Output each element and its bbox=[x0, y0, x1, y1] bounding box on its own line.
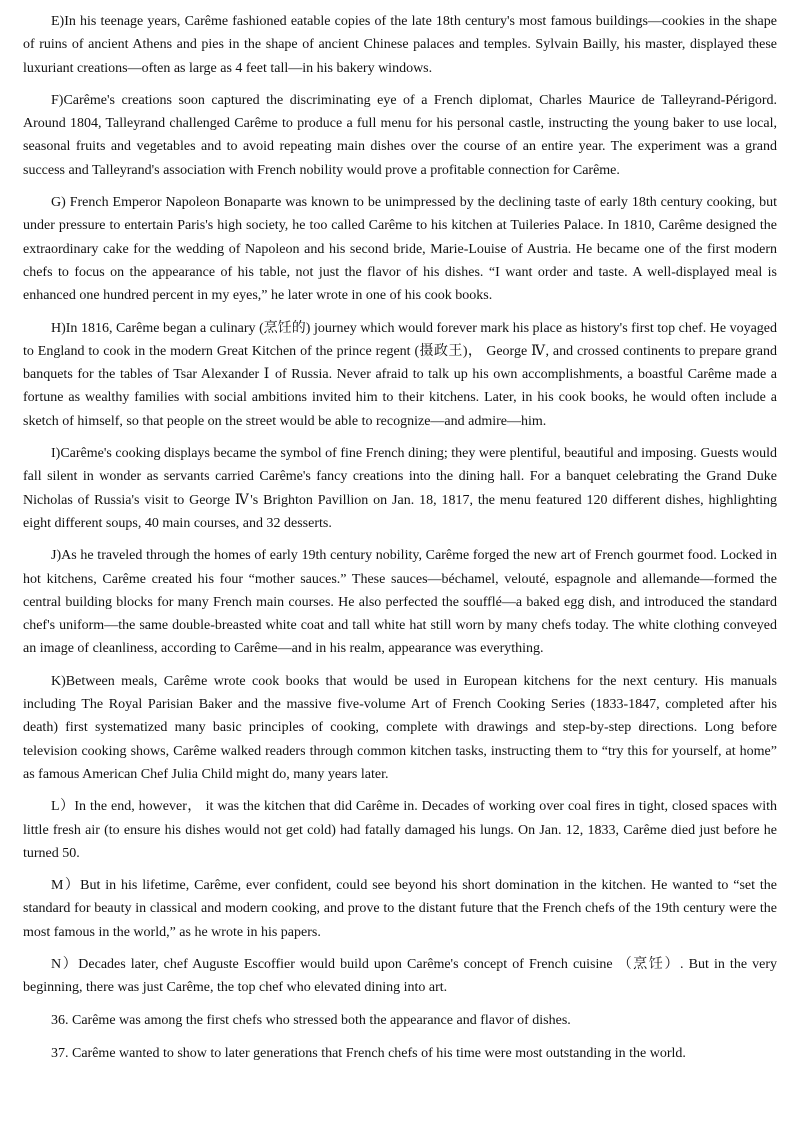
paragraph-e: E)In his teenage years, Carême fashioned eatable copies of the late 18th century's most famous buildings—cookies in the shape of ruins of ancient Athens and pies in the shape of ancient Chinese palaces and temples. Sylvain Bailly, his master, displayed these luxuriant creations—often as large as 4 feet tall—in his bakery windows. bbox=[23, 14, 777, 76]
question-37: 37. Carême wanted to show to later generations that French chefs of his time were most outstanding in the world. bbox=[51, 1045, 686, 1061]
paragraph-f: F)Carême's creations soon captured the discriminating eye of a French diplomat, Charles Maurice de Talleyrand-Périgord. Around 1804, Talleyrand challenged Carême to produce a full menu for his personal castle, instructing the young baker to use local, seasonal fruits and vegetables and to avoid repeating main dishes over the course of an entire year. The experiment was a grand success and Talleyrand's association with French nobility would prove a profitable connection for Carême. bbox=[23, 92, 777, 178]
paragraph-i: I)Carême's cooking displays became the symbol of fine French dining; they were plentiful, beautiful and imposing. Guests would fall silent in wonder as servants carried Carême's fancy creations into the dining hall. For a banquet celebrating the Grand Duke Nicholas of Russia's visit to George Ⅳ's Brighton Pavillion on Jan. 18, 1817, the menu featured 120 different dishes, highlighting eight different soups, 40 main courses, and 32 desserts. bbox=[23, 446, 777, 531]
paragraph-n: N）Decades later, chef Auguste Escoffier would build upon Carême's concept of French cuisine （烹饪）. But in the very beginning, there was just Carême, the top chef who elevated dining into art. bbox=[23, 956, 777, 996]
question-36: 36. Carême was among the first chefs who stressed both the appearance and flavor of dishes. bbox=[51, 1012, 571, 1028]
paragraph-j: J)As he traveled through the homes of early 19th century nobility, Carême forged the new art of French gourmet food. Locked in hot kitchens, Carême created his four “mother sauces.” These sauces—béchamel, velouté, espagnole and allemande—formed the central building blocks for many French main courses. He also perfected the soufflé—a baked egg dish, and introduced the standard chef's uniform—the same double-breasted white coat and tall white hat still worn by many chefs today. The white clothing conveyed an image of cleanliness, according to Carême—and in his realm, appearance was everything. bbox=[23, 548, 777, 657]
paragraph-h: H)In 1816, Carême began a culinary (烹饪的) journey which would forever mark his place as history's first top chef. He voyaged to England to cook in the modern Great Kitchen of the prince regent (摄政王)， George Ⅳ, and crossed continents to prepare grand banquets for the tables of Tsar Alexander Ⅰ of Russia. Never afraid to talk up his own accomplishments, a boastful Carême made a fortune as wealthy families with social ambitions invited him to their kitchens. Later, in his cook books, he would often include a sketch of himself, so that people on the street would be able to recognize—and admire—him. bbox=[23, 320, 777, 429]
paragraph-k: K)Between meals, Carême wrote cook books that would be used in European kitchens for the next century. His manuals including The Royal Parisian Baker and the massive five-volume Art of French Cooking Series (1833-1847, completed after his death) first systematized many basic principles of cooking, complete with drawings and step-by-step directions. Long before television cooking shows, Carême walked readers through common kitchen tasks, instructing them to “try this for yourself, at home” as famous American Chef Julia Child might do, many years later. bbox=[23, 673, 777, 782]
paragraph-m: M）But in his lifetime, Carême, ever confident, could see beyond his short domination in the kitchen. He wanted to “set the standard for beauty in classical and modern cooking, and prove to the distant future that the French chefs of the 19th century were the most famous in the world,” as he wrote in his papers. bbox=[23, 878, 777, 940]
paragraph-l: L）In the end, however， it was the kitchen that did Carême in. Decades of working over coal fires in tight, closed spaces with little fresh air (to ensure his dishes would not get cold) had fatally damaged his lungs. On Jan. 12, 1833, Carême died just before he turned 50. bbox=[23, 799, 777, 861]
paragraph-g: G) French Emperor Napoleon Bonaparte was known to be unimpressed by the declining taste of early 18th century cooking, but under pressure to entertain Paris's high society, he too called Carême to his kitchen at Tuileries Palace. In 1810, Carême designed the extraordinary cake for the wedding of Napoleon and his second bride, Marie-Louise of Austria. He became one of the first modern chefs to focus on the appearance of his table, not just the flavor of his dishes. “I want order and taste. A well-displayed meal is enhanced one hundred percent in my eyes,” he later wrote in one of his cook books. bbox=[23, 195, 777, 304]
